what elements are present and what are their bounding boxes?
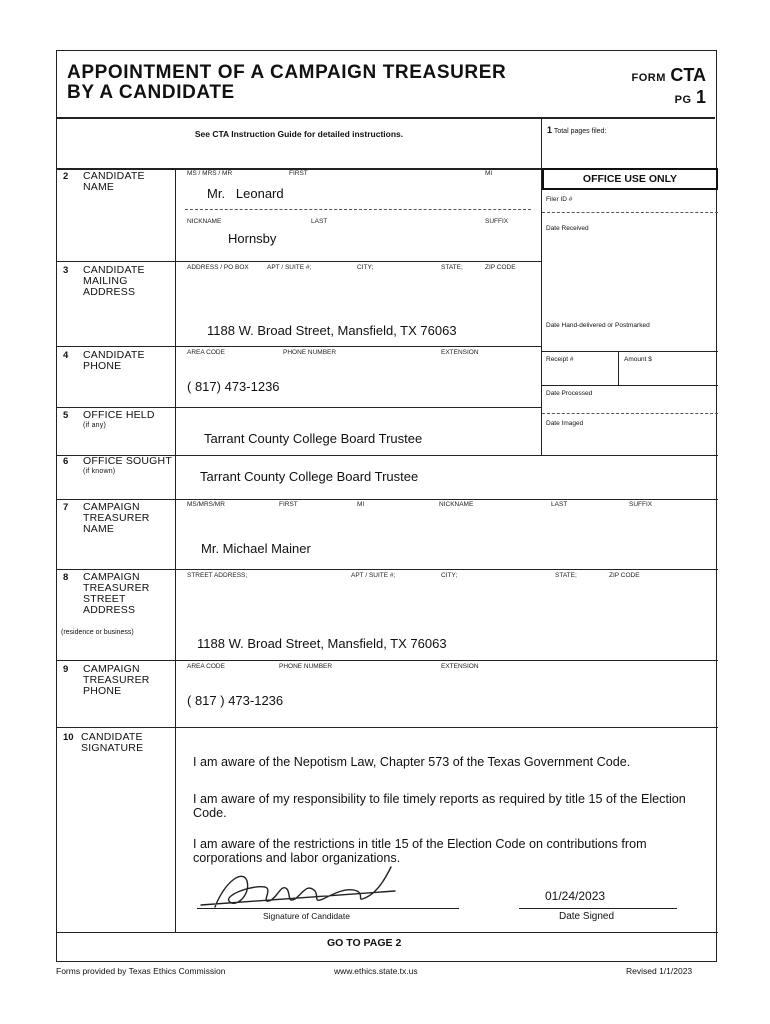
section-8-number: 8 xyxy=(63,572,69,583)
reporting-statement: I am aware of my responsibility to file timely reports as required by title 15 of the Election Code. xyxy=(193,792,686,820)
contributions-statement: I am aware of the restrictions in title 15 of the Election Code on contributions from corporations and labor organizations. xyxy=(193,837,647,865)
instructions-text: See CTA Instruction Guide for detailed instructions. xyxy=(194,129,404,139)
candidate-phone-value[interactable] xyxy=(187,379,280,394)
date-processed-label: Date Processed xyxy=(546,390,593,397)
form-title xyxy=(67,63,506,103)
section-4-number: 4 xyxy=(63,350,69,361)
form-title-line1: APPOINTMENT OF A CAMPAIGN TREASURER xyxy=(67,62,507,83)
total-pages xyxy=(547,125,606,135)
section-6-number: 6 xyxy=(63,456,69,467)
date-received-label: Date Received xyxy=(546,225,589,232)
form-label: FORM xyxy=(631,72,666,84)
date-hand-delivered-label: Date Hand-delivered or Postmarked xyxy=(546,322,650,329)
date-signed-label: Date Signed xyxy=(559,911,615,922)
treasurer-phone-label: PHONE NUMBER xyxy=(279,663,333,670)
section-2-label: CANDIDATE NAME xyxy=(83,170,145,193)
treasurer-zip-label: ZIP CODE xyxy=(609,572,640,579)
treasurer-mi-label: MI xyxy=(357,501,365,508)
total-pages-label: Total pages filed: xyxy=(553,128,607,135)
treasurer-name-value[interactable]: Mr. Michael Mainer xyxy=(201,541,311,556)
section-4-label: CANDIDATE PHONE xyxy=(83,349,145,372)
candidate-area-code-value: ( 817) xyxy=(187,379,221,394)
mailing-zip-label: ZIP CODE xyxy=(485,264,516,271)
candidate-last-label: LAST xyxy=(311,218,328,225)
mailing-address-value[interactable]: 1188 W. Broad Street, Mansfield, TX 76063 xyxy=(207,323,457,338)
treasurer-area-code-value: ( 817 ) xyxy=(187,693,225,708)
section-9-label: CAMPAIGN TREASURER PHONE xyxy=(83,663,150,697)
candidate-phone-number-value: 473-1236 xyxy=(224,379,280,394)
page-number: 1 xyxy=(695,87,706,107)
treasurer-first-label: FIRST xyxy=(279,501,298,508)
section-3-number: 3 xyxy=(63,265,69,276)
form-title-line2: BY A CANDIDATE xyxy=(67,82,235,103)
cta-form xyxy=(56,50,717,962)
signature-label: Signature of Candidate xyxy=(263,911,350,921)
mailing-apt-label: APT / SUITE #; xyxy=(267,264,312,271)
candidate-suffix-label: SUFFIX xyxy=(485,218,509,225)
section-5-number: 5 xyxy=(63,410,69,421)
treasurer-street-label: STREET ADDRESS; xyxy=(187,572,248,579)
section-9-number: 9 xyxy=(63,664,69,675)
treasurer-extension-label: EXTENSION xyxy=(441,663,479,670)
section-2-number: 2 xyxy=(63,171,69,182)
candidate-mi-label: MI xyxy=(485,170,493,177)
candidate-phone-label: PHONE NUMBER xyxy=(283,349,337,356)
candidate-area-code-label: AREA CODE xyxy=(187,349,225,356)
filer-id-label: Filer ID # xyxy=(546,196,573,203)
section-8-note: (residence or business) xyxy=(61,629,134,636)
section-6-note: (if known) xyxy=(83,468,116,475)
office-use-box xyxy=(541,168,717,455)
treasurer-suffix-label: SUFFIX xyxy=(629,501,653,508)
total-pages-number: 1 xyxy=(547,125,553,135)
section-7-label: CAMPAIGN TREASURER NAME xyxy=(83,501,150,535)
page-label: PG xyxy=(674,94,692,106)
mailing-city-label: CITY; xyxy=(357,264,374,271)
go-to-page-2[interactable]: GO TO PAGE 2 xyxy=(327,937,402,949)
treasurer-phone-number-value: 473-1236 xyxy=(228,693,284,708)
treasurer-apt-label: APT / SUITE #; xyxy=(351,572,396,579)
candidate-signature xyxy=(195,861,415,913)
treasurer-nickname-label: NICKNAME xyxy=(439,501,474,508)
amount-label: Amount $ xyxy=(624,356,652,363)
form-id: CTA xyxy=(670,65,706,85)
treasurer-prefix-label: MS/MRS/MR xyxy=(187,501,225,508)
treasurer-address-value[interactable]: 1188 W. Broad Street, Mansfield, TX 76063 xyxy=(197,636,447,651)
section-3-label: CANDIDATE MAILING ADDRESS xyxy=(83,264,145,298)
section-5-note: (if any) xyxy=(83,422,106,429)
office-held-value[interactable]: Tarrant County College Board Trustee xyxy=(204,431,423,446)
date-signed-value[interactable]: 01/24/2023 xyxy=(545,889,606,903)
treasurer-state-label: STATE; xyxy=(555,572,577,579)
candidate-name-line1[interactable] xyxy=(207,186,284,201)
nepotism-statement: I am aware of the Nepotism Law, Chapter 573 of the Texas Government Code. xyxy=(193,755,631,769)
form-id-block xyxy=(631,65,706,108)
footer-revised: Revised 1/1/2023 xyxy=(626,966,693,976)
section-10-number: 10 xyxy=(63,732,74,743)
candidate-prefix-label: MS / MRS / MR xyxy=(187,170,233,177)
section-8-label: CAMPAIGN TREASURER STREET ADDRESS xyxy=(83,571,150,616)
candidate-prefix-value: Mr. xyxy=(207,186,226,201)
treasurer-phone-value[interactable] xyxy=(187,693,283,708)
candidate-nickname-label: NICKNAME xyxy=(187,218,222,225)
receipt-label: Receipt # xyxy=(546,356,574,363)
treasurer-city-label: CITY; xyxy=(441,572,458,579)
section-10-label: CANDIDATE SIGNATURE xyxy=(81,731,144,754)
candidate-last-value[interactable]: Hornsby xyxy=(228,231,277,246)
footer-website[interactable]: www.ethics.state.tx.us xyxy=(334,966,418,976)
candidate-first-value: Leonard xyxy=(235,186,284,201)
candidate-first-label: FIRST xyxy=(289,170,308,177)
candidate-extension-label: EXTENSION xyxy=(441,349,479,356)
footer-provider: Forms provided by Texas Ethics Commission xyxy=(56,966,226,976)
treasurer-last-label: LAST xyxy=(551,501,568,508)
date-imaged-label: Date Imaged xyxy=(546,420,584,427)
section-5-label: OFFICE HELD (if any) xyxy=(83,410,173,431)
mailing-address-label: ADDRESS / PO BOX xyxy=(187,264,249,271)
section-6-label: OFFICE SOUGHT (if known) xyxy=(83,455,172,475)
treasurer-area-code-label: AREA CODE xyxy=(187,663,225,670)
section-7-number: 7 xyxy=(63,502,69,513)
office-sought-value[interactable]: Tarrant County College Board Trustee xyxy=(200,469,419,484)
mailing-state-label: STATE; xyxy=(441,264,463,271)
office-use-title: OFFICE USE ONLY xyxy=(542,168,718,190)
